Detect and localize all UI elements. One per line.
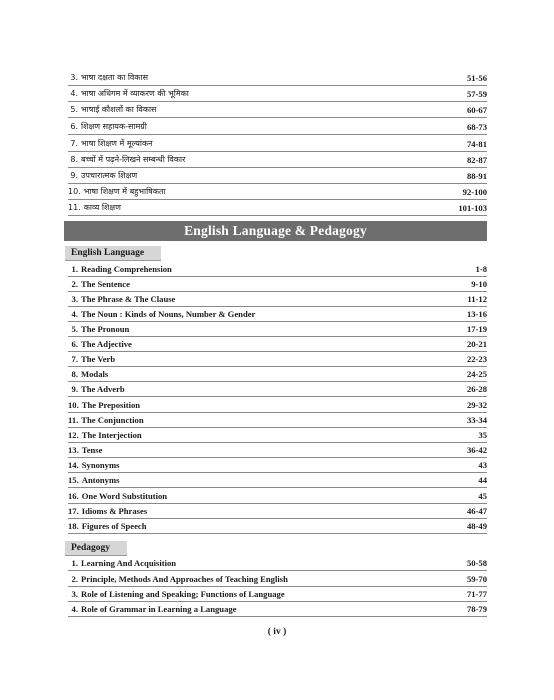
toc-title — [68, 309, 255, 319]
toc-pages: 1-8 — [475, 263, 487, 274]
toc-pages: 82-87 — [466, 154, 487, 165]
toc-number: 7. — [70, 139, 78, 148]
toc-title — [68, 460, 119, 470]
toc-row-english-12 — [68, 427, 487, 443]
toc-number: 9. — [70, 171, 78, 180]
toc-row-hindi-5 — [68, 102, 487, 118]
toc-pages: 45 — [478, 490, 487, 501]
toc-number: 4. — [71, 603, 78, 614]
toc-title-text: The Interjection — [81, 429, 142, 440]
toc-number: 5. — [70, 105, 78, 114]
toc-title — [68, 384, 125, 394]
toc-pages: 48-49 — [466, 520, 487, 531]
toc-row-english-8 — [68, 366, 487, 382]
toc-title — [68, 574, 288, 584]
toc-title — [68, 294, 175, 304]
toc-pages: 74-81 — [466, 138, 487, 149]
toc-title-text: The Adjective — [81, 338, 132, 349]
toc-title — [68, 264, 172, 274]
toc-number: 1. — [71, 263, 78, 274]
toc-title — [68, 170, 137, 181]
toc-pages: 88-91 — [466, 170, 487, 181]
toc-pages: 50-58 — [466, 557, 487, 568]
toc-row-hindi-8 — [68, 152, 487, 168]
toc-row-english-10 — [68, 397, 487, 413]
toc-row-english-11 — [68, 412, 487, 428]
toc-number: 11. — [68, 414, 79, 425]
toc-title — [68, 589, 285, 599]
toc-number: 8. — [70, 155, 78, 164]
toc-title — [68, 430, 142, 440]
toc-pages: 51-56 — [466, 72, 487, 83]
toc-title-text: Reading Comprehension — [81, 263, 172, 274]
toc-title-text: Modals — [81, 368, 109, 379]
toc-number: 15. — [68, 474, 79, 485]
toc-number: 18. — [68, 520, 79, 531]
toc-title-text: The Phrase & The Clause — [81, 293, 176, 304]
toc-title — [68, 400, 140, 410]
toc-title — [68, 491, 167, 501]
toc-pages: 43 — [478, 459, 487, 470]
section-banner: English Language & Pedagogy — [64, 221, 487, 241]
toc-pages: 29-32 — [466, 399, 487, 410]
toc-title — [68, 121, 147, 132]
toc-title-text: भाषा शिक्षण में मूल्यांकन — [81, 139, 153, 148]
toc-title — [68, 88, 189, 99]
toc-row-hindi-10 — [68, 184, 487, 200]
toc-pages: 92-100 — [462, 186, 487, 197]
toc-pages: 33-34 — [466, 414, 487, 425]
toc-number: 9. — [71, 383, 78, 394]
toc-number: 7. — [71, 353, 78, 364]
toc-title — [68, 521, 147, 531]
section-header-english-language — [65, 246, 161, 261]
toc-row-english-3 — [68, 291, 487, 307]
toc-title-text: भाषा अधिगम में व्याकरण की भूमिका — [81, 89, 189, 98]
toc-number: 5. — [71, 323, 78, 334]
toc-number: 11. — [68, 203, 81, 212]
toc-title — [68, 339, 132, 349]
toc-title-text: शिक्षण सहायक-सामग्री — [81, 122, 147, 131]
toc-row-english-18 — [68, 518, 487, 534]
toc-row-english-16 — [68, 488, 487, 504]
toc-title — [68, 369, 108, 379]
toc-row-english-13 — [68, 442, 487, 458]
section-header-label: English Language — [71, 248, 145, 258]
toc-pages: 78-79 — [466, 603, 487, 614]
toc-row-hindi-9 — [68, 168, 487, 184]
toc-title — [68, 445, 102, 455]
toc-title-text: The Adverb — [81, 383, 125, 394]
toc-title-text: Synonyms — [81, 459, 120, 470]
toc-number: 8. — [71, 368, 78, 379]
toc-title-text: One Word Substitution — [81, 490, 168, 501]
toc-row-english-14 — [68, 457, 487, 473]
toc-row-hindi-3 — [68, 70, 487, 86]
toc-title — [68, 475, 119, 485]
toc-pages: 26-28 — [466, 383, 487, 394]
toc-row-pedagogy-1 — [68, 555, 487, 571]
toc-title-text: काव्य शिक्षण — [83, 203, 121, 212]
toc-row-english-1 — [68, 261, 487, 277]
toc-row-pedagogy-3 — [68, 586, 487, 602]
toc-title-text: Idioms & Phrases — [81, 505, 148, 516]
toc-pages: 59-70 — [466, 573, 487, 584]
section-header-label: Pedagogy — [71, 543, 111, 553]
toc-row-english-2 — [68, 276, 487, 292]
toc-pages: 20-21 — [466, 338, 487, 349]
toc-pages: 68-73 — [466, 121, 487, 132]
page-number: ( iv ) — [267, 627, 287, 637]
toc-number: 12. — [68, 429, 79, 440]
toc-title-text: भाषा शिक्षण में बहुभाषिकता — [83, 187, 166, 196]
toc-title-text: The Verb — [81, 353, 116, 364]
toc-row-pedagogy-4 — [68, 601, 487, 617]
toc-number: 13. — [68, 444, 79, 455]
toc-title-text: The Noun : Kinds of Nouns, Number & Gender — [81, 308, 256, 319]
toc-title — [68, 324, 129, 334]
toc-row-english-6 — [68, 336, 487, 352]
toc-title — [68, 138, 153, 149]
toc-row-english-17 — [68, 503, 487, 519]
toc-title — [68, 279, 130, 289]
toc-pages: 71-77 — [466, 588, 487, 599]
toc-row-hindi-7 — [68, 136, 487, 152]
toc-pages: 13-16 — [466, 308, 487, 319]
toc-number: 2. — [71, 573, 78, 584]
toc-title-text: Figures of Speech — [81, 520, 147, 531]
toc-number: 14. — [68, 459, 79, 470]
toc-number: 10. — [68, 187, 81, 196]
toc-row-pedagogy-2 — [68, 571, 487, 587]
toc-pages: 17-19 — [466, 323, 487, 334]
toc-title — [68, 186, 166, 197]
toc-title — [68, 415, 144, 425]
toc-title — [68, 354, 115, 364]
toc-pages: 60-67 — [466, 104, 487, 115]
toc-number: 3. — [71, 293, 78, 304]
toc-pages: 46-47 — [466, 505, 487, 516]
toc-pages: 44 — [478, 474, 487, 485]
toc-row-english-9 — [68, 381, 487, 397]
toc-title-text: Role of Grammar in Learning a Language — [81, 603, 237, 614]
toc-title — [68, 558, 176, 568]
toc-title — [68, 604, 236, 614]
toc-number: 6. — [71, 338, 78, 349]
toc-row-hindi-4 — [68, 86, 487, 102]
toc-number: 4. — [71, 308, 78, 319]
toc-title-text: Role of Listening and Speaking; Functions of Language — [81, 588, 285, 599]
toc-pages: 24-25 — [466, 368, 487, 379]
toc-title-text: Antonyms — [81, 474, 120, 485]
toc-pages: 101-103 — [458, 202, 487, 213]
toc-number: 2. — [71, 278, 78, 289]
toc-number: 16. — [68, 490, 79, 501]
toc-number: 17. — [68, 505, 79, 516]
toc-pages: 11-12 — [467, 293, 487, 304]
toc-number: 3. — [70, 73, 78, 82]
section-header-pedagogy — [65, 541, 127, 556]
toc-title-text: भाषाई कौशलों का विकास — [81, 105, 157, 114]
toc-pages: 36-42 — [466, 444, 487, 455]
toc-number: 1. — [71, 557, 78, 568]
toc-title-text: उपचारात्मक शिक्षण — [81, 171, 138, 180]
toc-row-hindi-11 — [68, 200, 487, 216]
toc-title — [68, 104, 156, 115]
toc-title-text: Principle, Methods And Approaches of Teaching English — [81, 573, 288, 584]
toc-title-text: भाषा दक्षता का विकास — [81, 73, 148, 82]
toc-title-text: The Conjunction — [81, 414, 144, 425]
toc-row-english-7 — [68, 351, 487, 367]
toc-title — [68, 154, 185, 165]
toc-row-english-4 — [68, 306, 487, 322]
toc-number: 3. — [71, 588, 78, 599]
toc-title-text: The Preposition — [81, 399, 141, 410]
toc-pages: 57-59 — [466, 88, 487, 99]
toc-number: 6. — [70, 122, 78, 131]
toc-pages: 9-10 — [471, 278, 487, 289]
toc-pages: 22-23 — [466, 353, 487, 364]
toc-title-text: The Pronoun — [81, 323, 130, 334]
toc-title — [68, 506, 147, 516]
toc-title — [68, 202, 121, 213]
toc-title — [68, 72, 148, 83]
toc-title-text: बच्चों में पढ़ने-लिखने सम्बन्धी विकार — [81, 155, 186, 164]
toc-number: 4. — [70, 89, 78, 98]
toc-row-english-5 — [68, 321, 487, 337]
toc-title-text: The Sentence — [81, 278, 130, 289]
toc-number: 10. — [68, 399, 79, 410]
toc-title-text: Learning And Acquisition — [81, 557, 177, 568]
toc-title-text: Tense — [81, 444, 103, 455]
toc-row-english-15 — [68, 472, 487, 488]
toc-pages: 35 — [478, 429, 487, 440]
toc-row-hindi-6 — [68, 119, 487, 135]
